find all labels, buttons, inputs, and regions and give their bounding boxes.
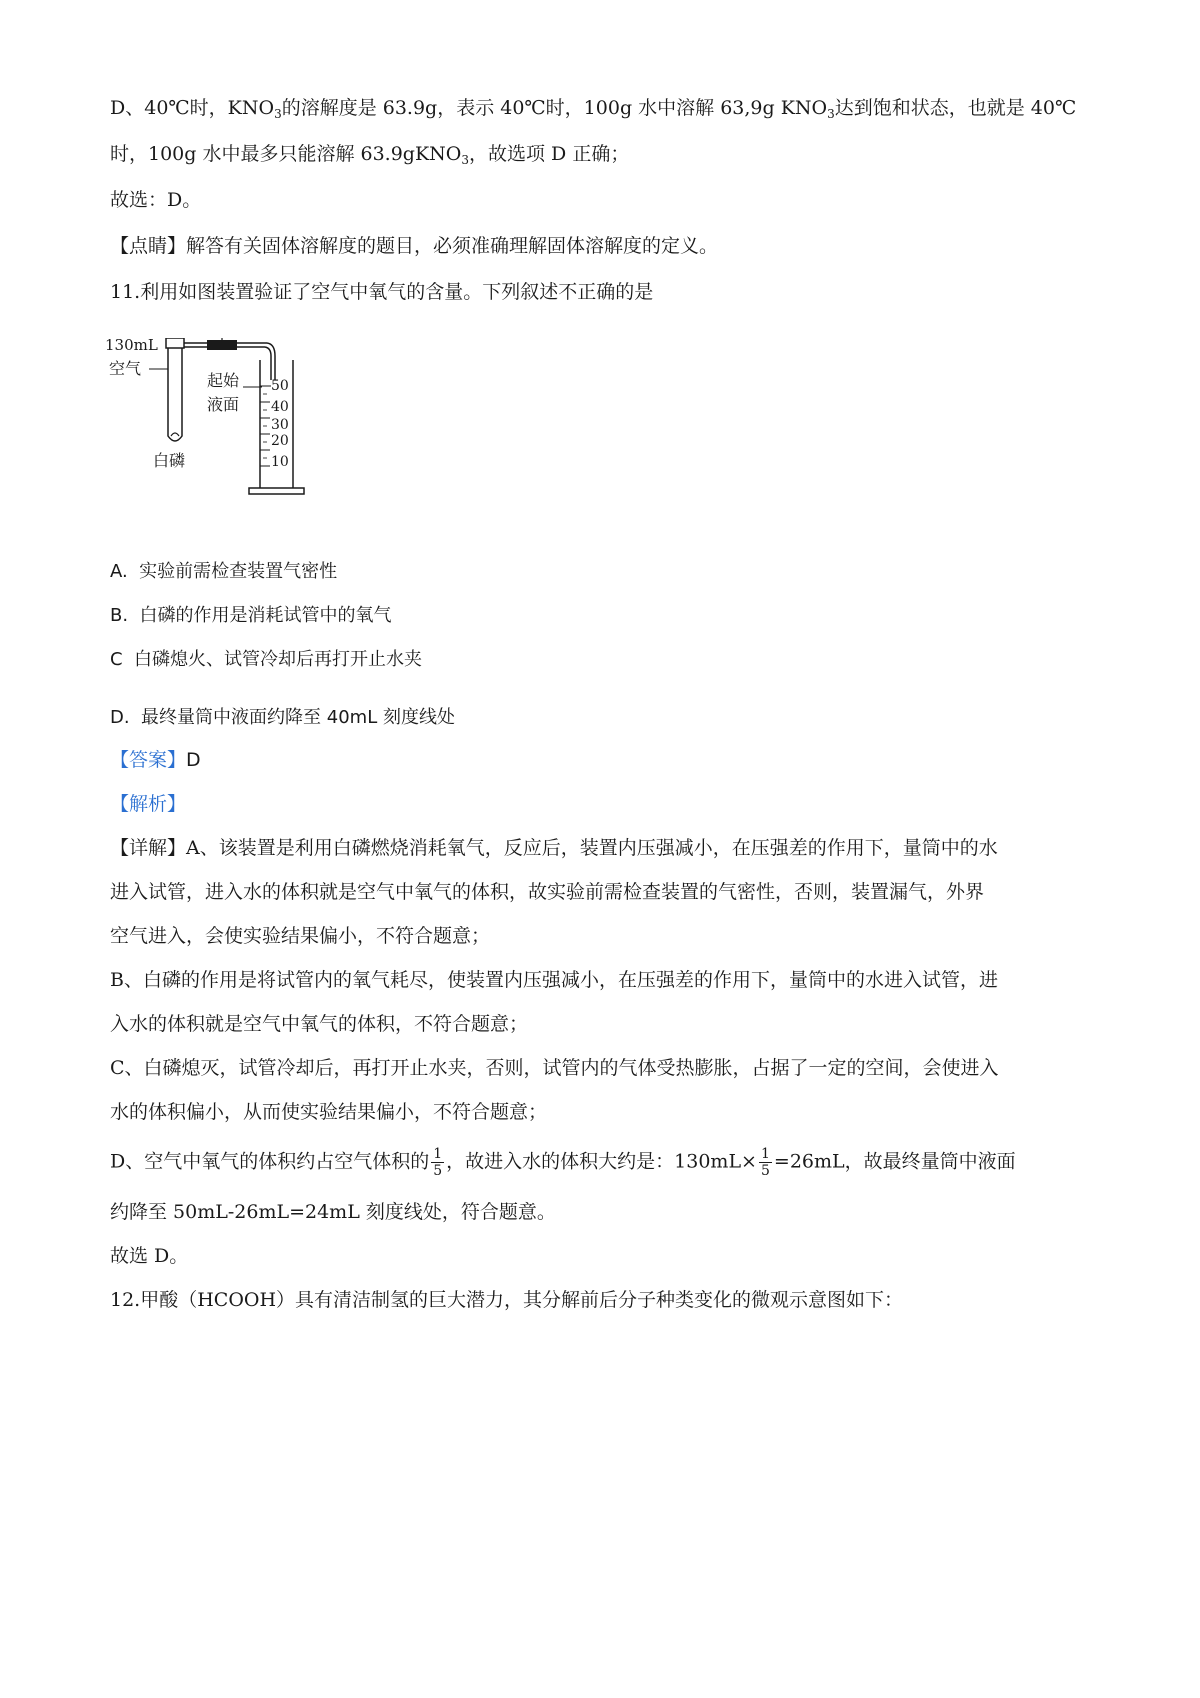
tick-label-40: 40 [271,399,289,415]
option-key: B. [110,605,129,626]
detail-d-line-2: 约降至 50mL-26mL=24mL 刻度线处，符合题意。 [110,1201,556,1223]
tick-label-10: 10 [271,454,289,470]
start-level-label-2: 液面 [207,395,240,414]
tick-label-30: 30 [271,417,289,433]
detail-line-3: 空气进入，会使实验结果偏小，不符合题意； [110,925,491,947]
answer-label: 【答案】 [110,749,187,771]
question-12-stem: 12.甲酸（HCOOH）具有清洁制氢的巨大潜力，其分解前后分子种类变化的微观示意图如下： [110,1289,904,1311]
tick-label-50: 50 [271,378,289,394]
option-text: 实验前需检查装置气密性 [139,561,338,582]
option-key: D. [110,707,130,728]
white-phosphorus [171,433,179,436]
answer-line [110,746,201,774]
start-level-label-1: 起始 [207,371,240,390]
detail-d-line: D、空气中氧气的体积约占空气体积的 $\frac{1}{5}$ ，故进入水的体积大约是：130mL× $\frac{1}{5}$ =26mL，故最终量筒中液面 [110,1146,1016,1179]
experiment-apparatus-figure [105,338,335,508]
fraction-one-fifth: $\frac{1}{5}$ [760,1146,770,1179]
question-11-choice: 故选 D。 [110,1245,189,1267]
water-stop-clamp [207,338,237,350]
air-label: 空气 [109,359,142,378]
explanation-d-line-2: 时，100g 水中最多只能溶解 63.9gKNO$_3$，故选项 D 正确； [110,143,630,167]
detail-line-1: 【详解】A、该装置是利用白磷燃烧消耗氧气，反应后，装置内压强减小，在压强差的作用下，量筒中的水 [110,837,998,859]
option-key: A. [110,561,128,582]
option-text: 最终量筒中液面约降至 40mL 刻度线处 [141,707,455,728]
option-a [110,558,337,586]
test-tube [166,338,184,441]
analysis-label: 【解析】 [110,793,187,815]
white-phosphorus-label: 白磷 [153,451,186,470]
detail-line-4: B、白磷的作用是将试管内的氧气耗尽，使装置内压强减小，在压强差的作用下，量筒中的水进入试管，进 [110,969,998,991]
detail-line-2: 进入试管，进入水的体积就是空气中氧气的体积，故实验前需检查装置的气密性，否则，装置漏气，外界 [110,881,985,903]
option-d [110,704,455,732]
option-text: 白磷熄火、试管冷却后再打开止水夹 [134,649,423,670]
explanation-d-line-1: D、40℃时，$KNO_3$的溶解度是 63.9g，表示 40℃时，100g 水中溶解 63,9g $KNO_3$达到饱和状态，也就是 40℃ [110,97,1077,121]
previous-choice: 故选：D。 [110,189,202,211]
answer-value: D [186,749,201,771]
tip-note: 【点睛】解答有关固体溶解度的题目，必须准确理解固体溶解度的定义。 [110,235,719,257]
detail-line-6: C、白磷熄灭，试管冷却后，再打开止水夹，否则，试管内的气体受热膨胀，占据了一定的空间，会使进入 [110,1057,999,1079]
volume-label: 130mL [105,338,158,354]
detail-line-7: 水的体积偏小，从而使实验结果偏小，不符合题意； [110,1101,548,1123]
option-b [110,602,392,630]
option-key: C [110,649,123,670]
fraction-one-fifth: $\frac{1}{5}$ [433,1146,443,1179]
detail-line-5: 入水的体积就是空气中氧气的体积，不符合题意； [110,1013,529,1035]
question-11-stem: 11.利用如图装置验证了空气中氧气的含量。下列叙述不正确的是 [110,281,654,303]
tick-label-20: 20 [271,433,289,449]
option-text: 白磷的作用是消耗试管中的氧气 [139,605,392,626]
option-c [110,646,422,674]
